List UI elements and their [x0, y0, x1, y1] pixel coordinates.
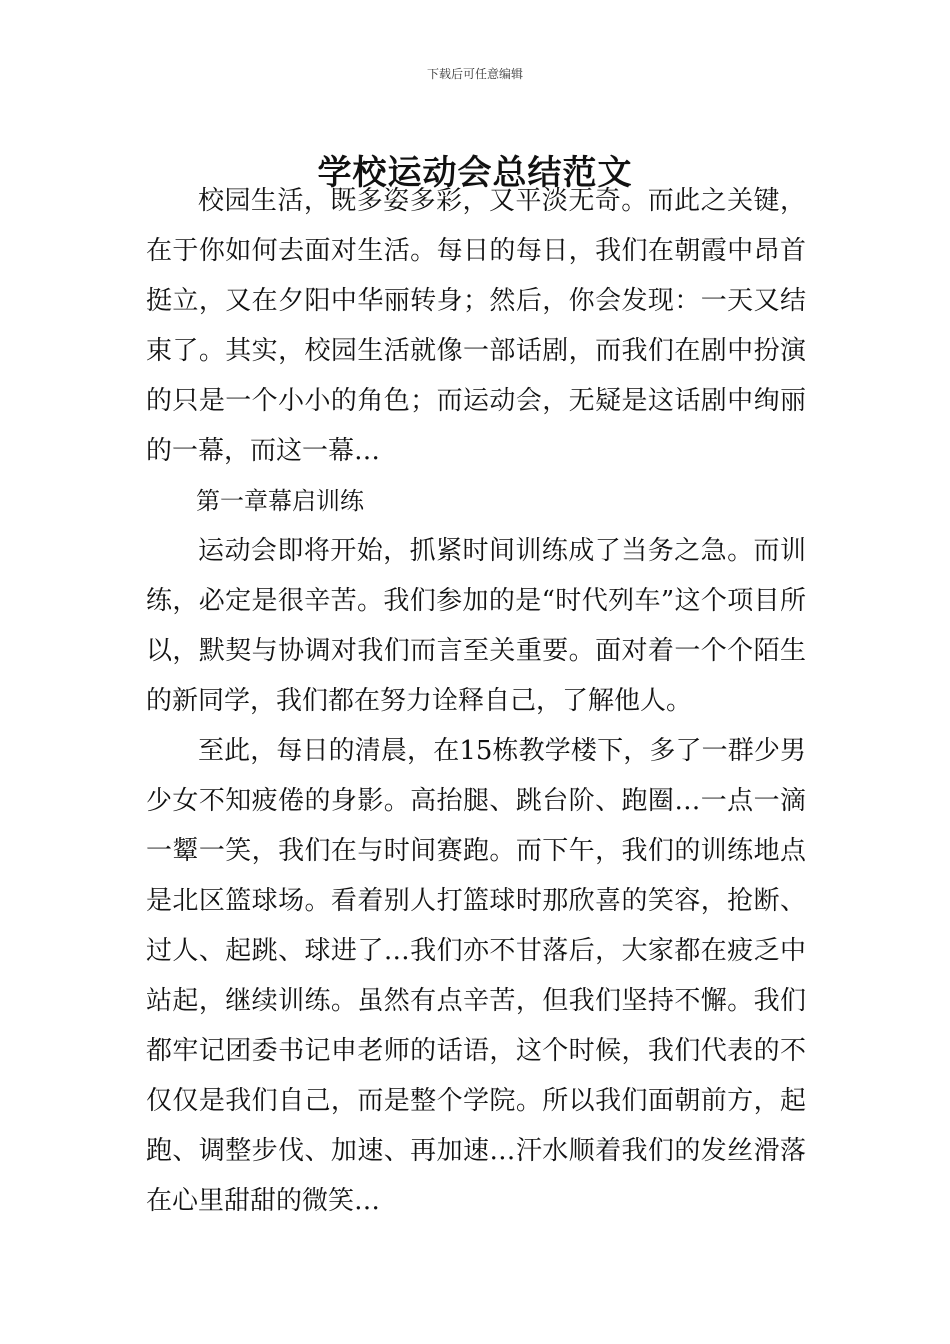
header-note: 下载后可任意编辑 — [426, 67, 523, 81]
paragraph-intro: 校园生活，既多姿多彩，又平淡无奇。而此之关键，在于你如何去面对生活。每日的每日，我们在朝霞中昂首挺立，又在夕阳中华丽转身；然后，你会发现：一天又结束了。其实，校园生活就像一部话剧，而我们在剧中扮演的只是一个小小的角色；而运动会，无疑是这话剧中绚丽的一幕，而这一幕… — [146, 186, 806, 466]
document-body — [146, 176, 806, 1226]
document-title: 学校运动会总结范文 — [317, 152, 633, 193]
paragraph-morning-practice: 至此，每日的清晨，在15栋教学楼下，多了一群少男少女不知疲倦的身影。高抬腿、跳台阶、跑圈…一点一滴一颦一笑，我们在与时间赛跑。而下午，我们的训练地点是北区篮球场。看着别人打篮球时那欣喜的笑容，抢断、过人、起跳、球进了…我们亦不甘落后，大家都在疲乏中站起，继续训练。虽然有点辛苦，但我们坚持不懈。我们都牢记团委书记申老师的话语，这个时候，我们代表的不仅仅是我们自己，而是整个学院。所以我们面朝前方，起跑、调整步伐、加速、再加速…汗水顺着我们的发丝滑落在心里甜甜的微笑… — [146, 736, 806, 1216]
chapter-heading: 第一章幕启训练 — [196, 487, 364, 515]
paragraph-training: 运动会即将开始，抓紧时间训练成了当务之急。而训练，必定是很辛苦。我们参加的是“时代列车”这个项目所以，默契与协调对我们而言至关重要。面对着一个个陌生的新同学，我们都在努力诠释自己，了解他人。 — [146, 536, 806, 716]
